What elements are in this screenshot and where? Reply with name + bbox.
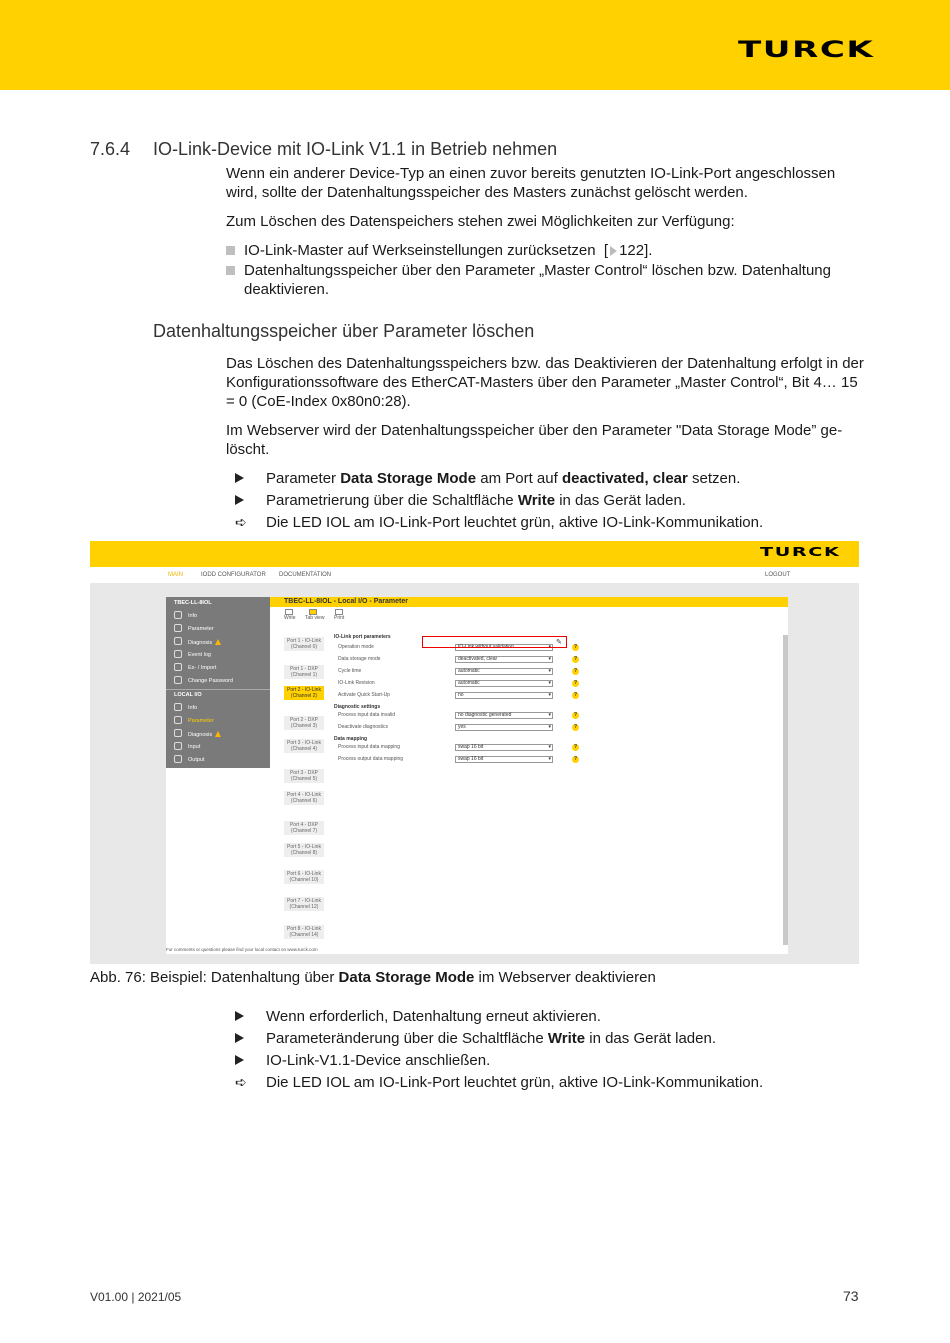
group-iolink-port-parameters: IO-Link port parameters [334, 634, 391, 640]
print-button[interactable]: Print [334, 615, 345, 621]
result-arrow-icon: ➪ [235, 514, 247, 530]
nav-logout[interactable]: LOGOUT [765, 572, 791, 578]
webserver-screenshot [90, 541, 859, 964]
deactivate-diagnostics-select[interactable]: yes ▾ [455, 724, 553, 731]
diagnosis-icon [174, 637, 182, 645]
write-button[interactable]: Write [284, 615, 296, 621]
sidebar-device-header: TBEC-LL-8IOL [174, 600, 212, 606]
step-arrow-icon [235, 1055, 244, 1065]
group-data-mapping: Data mapping [334, 736, 368, 742]
step-arrow-icon [235, 473, 244, 483]
param-label: Deactivate diagnostics [338, 724, 389, 730]
port-tab[interactable]: Port 1 - DXP (Channel 1) [284, 665, 324, 679]
port-tab[interactable]: Port 7 - IO-Link (Channel 12) [284, 897, 324, 911]
figure-caption: Abb. 76: Beispiel: Datenhaltung über Data Storage Mode im Webserver deaktivieren [90, 969, 656, 986]
key-icon [174, 676, 182, 684]
param-label: Cycle time [338, 668, 362, 674]
help-icon[interactable]: ? [573, 724, 578, 730]
warning-icon [215, 731, 221, 737]
page-reference-link[interactable]: 122]. [619, 242, 653, 259]
port-tab[interactable]: Port 2 - DXP (Channel 3) [284, 716, 324, 730]
param-label: Data storage mode [338, 656, 381, 662]
help-icon[interactable]: ? [573, 680, 578, 686]
gear-icon [174, 716, 182, 724]
cross-reference-arrow-icon [610, 246, 617, 256]
info-icon [174, 703, 182, 711]
import-export-icon [174, 663, 182, 671]
subsection-paragraph-2: Im Webserver wird der Datenhaltungsspeicher über den Parameter "Data Storage Mode” ge-löscht. [226, 422, 843, 458]
port-tab-selected[interactable]: Port 2 - IO-Link (Channel 2) [284, 686, 324, 700]
input-mapping-select[interactable]: swap 16 bit ▾ [455, 744, 553, 751]
document-version: V01.00 | 2021/05 [90, 1290, 182, 1304]
sidebar-local-header: LOCAL I/O [174, 692, 202, 698]
sidebar-item-input[interactable]: Input [188, 744, 201, 750]
section-number: 7.6.4 [90, 139, 131, 159]
help-icon[interactable]: ? [573, 712, 578, 718]
nav-documentation[interactable]: DOCUMENTATION [279, 572, 332, 578]
webserver-sidebar [166, 597, 270, 768]
port-tab[interactable]: Port 5 - IO-Link (Channel 8) [284, 843, 324, 857]
param-label: IO-Link Revision [338, 680, 375, 686]
port-tab[interactable]: Port 1 - IO-Link (Channel 0) [284, 637, 324, 651]
highlight-frame [422, 636, 567, 648]
sidebar-item-event-log[interactable]: Event log [188, 652, 211, 658]
param-label: Operation mode [338, 644, 374, 650]
tab-view-button[interactable]: Tab view [305, 615, 325, 621]
step-arrow-icon [235, 495, 244, 505]
page-number: 73 [843, 1288, 859, 1304]
cycle-time-select[interactable]: automatic ▾ [455, 668, 553, 675]
help-icon[interactable]: ? [573, 656, 578, 662]
step-arrow-icon [235, 1011, 244, 1021]
data-storage-mode-select[interactable]: deactivated, clear ▾ [455, 656, 553, 663]
intro-paragraph-1: Wenn ein anderer Device-Typ an einen zuvor bereits genutzten IO-Link-Port angeschlossen wird, sollte der Datenhaltungsspeicher des Masters zunächst gelöscht werden. [226, 165, 836, 201]
sidebar-item-ex-import[interactable]: Ex- / Import [188, 665, 217, 671]
input-icon [174, 742, 182, 750]
port-tab[interactable]: Port 3 - IO-Link (Channel 4) [284, 739, 324, 753]
sidebar-item-info[interactable]: Info [188, 613, 198, 619]
sidebar-item-local-info[interactable]: Info [188, 705, 198, 711]
port-tab[interactable]: Port 3 - DXP (Channel 5) [284, 769, 324, 783]
port-tab[interactable]: Port 4 - DXP (Channel 7) [284, 821, 324, 835]
webserver-page-title: TBEC-LL-8IOL - Local I/O - Parameter [270, 597, 788, 607]
event-log-icon [174, 650, 182, 658]
sidebar-item-parameter[interactable]: Parameter [188, 626, 214, 632]
square-bullet-icon [226, 246, 235, 255]
output-icon [174, 755, 182, 763]
webserver-header [90, 541, 859, 567]
warning-icon [215, 639, 221, 645]
step-arrow-icon [235, 1033, 244, 1043]
webserver-content [166, 597, 788, 954]
quick-startup-select[interactable]: no ▾ [455, 692, 553, 699]
sidebar-item-change-password[interactable]: Change Password [188, 678, 233, 684]
operation-mode-select[interactable]: IO-Link without validation ▾ [455, 644, 553, 651]
input-invalid-select[interactable]: no diagnostic generated ▾ [455, 712, 553, 719]
subsection-paragraph-1: Das Löschen des Datenhaltungsspeichers bzw. das Deaktivieren der Datenhaltung erfolgt in der Konfigurationssoftware des EtherCAT-Masters über den Parameter „Master Control“, Bit 4… 15 = 0 (CoE-Index 0x80n0:28). [226, 355, 864, 410]
sidebar-item-local-parameter[interactable]: Parameter [188, 718, 214, 724]
diagnosis-icon [174, 729, 182, 737]
webserver-footer: For comments or questions please find your local contact on www.turck.com [166, 947, 318, 952]
sidebar-divider [166, 689, 270, 690]
result-arrow-icon: ➪ [235, 1074, 247, 1090]
output-mapping-select[interactable]: swap 16 bit ▾ [455, 756, 553, 763]
sidebar-item-diagnosis[interactable]: Diagnosis [188, 639, 221, 646]
scrollbar[interactable] [783, 635, 788, 945]
pencil-icon: ✎ [556, 639, 562, 646]
param-label: Process output data mapping [338, 756, 404, 762]
help-icon[interactable]: ? [573, 692, 578, 698]
intro-paragraph-2: Zum Löschen des Datenspeichers stehen zwei Möglichkeiten zur Verfügung: [226, 213, 735, 230]
help-icon[interactable]: ? [573, 744, 578, 750]
iolink-revision-select[interactable]: automatic ▾ [455, 680, 553, 687]
help-icon[interactable]: ? [573, 756, 578, 762]
gear-icon [174, 624, 182, 632]
param-label: Process input data invalid [338, 712, 395, 718]
sidebar-item-local-diagnosis[interactable]: Diagnosis [188, 731, 221, 738]
param-label: Process input data mapping [338, 744, 400, 750]
param-label: Activate Quick Start-Up [338, 692, 390, 698]
square-bullet-icon [226, 266, 235, 275]
group-diagnostic-settings: Diagnostic settings [334, 704, 381, 710]
port-tab[interactable]: Port 6 - IO-Link (Channel 10) [284, 870, 324, 884]
sidebar-item-output[interactable]: Output [188, 757, 205, 763]
subsection-title: Datenhaltungsspeicher über Parameter löschen [153, 321, 535, 341]
webserver-turck-logo: TURCK [760, 545, 841, 559]
nav-iodd-configurator[interactable]: IODD CONFIGURATOR [201, 572, 266, 578]
turck-logo: TURCK [738, 38, 875, 63]
nav-main[interactable]: MAIN [168, 572, 183, 578]
webserver-nav [90, 567, 859, 583]
port-tab[interactable]: Port 4 - IO-Link (Channel 6) [284, 791, 324, 805]
port-tab[interactable]: Port 8 - IO-Link (Channel 14) [284, 925, 324, 939]
help-icon[interactable]: ? [573, 644, 578, 650]
section-title: IO-Link-Device mit IO-Link V1.1 in Betrieb nehmen [153, 139, 558, 159]
info-icon [174, 611, 182, 619]
help-icon[interactable]: ? [573, 668, 578, 674]
